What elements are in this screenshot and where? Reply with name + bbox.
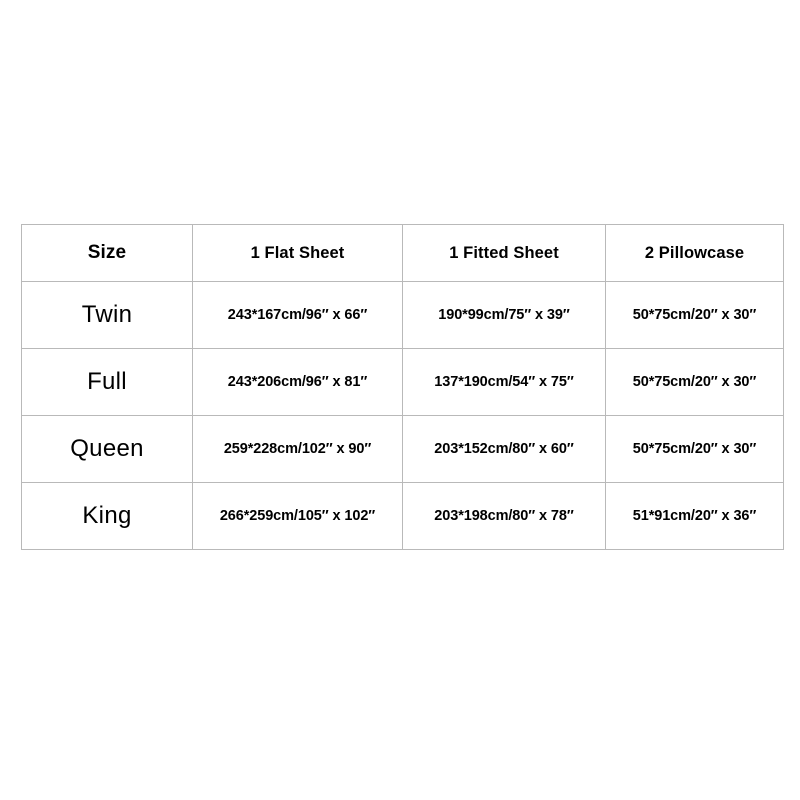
header-pillowcase: 2 Pillowcase <box>606 225 784 282</box>
row-label-full: Full <box>22 349 193 416</box>
header-size: Size <box>22 225 193 282</box>
table-row <box>22 282 784 349</box>
table-header-row <box>22 225 784 282</box>
cell-king-fitted-sheet: 203*198cm/80″ x 78″ <box>403 483 606 550</box>
cell-twin-pillowcase: 50*75cm/20″ x 30″ <box>606 282 784 349</box>
cell-full-flat-sheet: 243*206cm/96″ x 81″ <box>193 349 403 416</box>
table-row <box>22 416 784 483</box>
cell-king-flat-sheet: 266*259cm/105″ x 102″ <box>193 483 403 550</box>
cell-twin-fitted-sheet: 190*99cm/75″ x 39″ <box>403 282 606 349</box>
cell-king-pillowcase: 51*91cm/20″ x 36″ <box>606 483 784 550</box>
row-label-queen: Queen <box>22 416 193 483</box>
cell-queen-flat-sheet: 259*228cm/102″ x 90″ <box>193 416 403 483</box>
cell-full-pillowcase: 50*75cm/20″ x 30″ <box>606 349 784 416</box>
row-label-twin: Twin <box>22 282 193 349</box>
table-row <box>22 483 784 550</box>
table-body <box>22 282 784 550</box>
cell-full-fitted-sheet: 137*190cm/54″ x 75″ <box>403 349 606 416</box>
header-fitted-sheet: 1 Fitted Sheet <box>403 225 606 282</box>
cell-queen-pillowcase: 50*75cm/20″ x 30″ <box>606 416 784 483</box>
table-header <box>22 225 784 282</box>
row-label-king: King <box>22 483 193 550</box>
bedding-size-table <box>21 224 784 550</box>
header-flat-sheet: 1 Flat Sheet <box>193 225 403 282</box>
cell-twin-flat-sheet: 243*167cm/96″ x 66″ <box>193 282 403 349</box>
table-row <box>22 349 784 416</box>
cell-queen-fitted-sheet: 203*152cm/80″ x 60″ <box>403 416 606 483</box>
